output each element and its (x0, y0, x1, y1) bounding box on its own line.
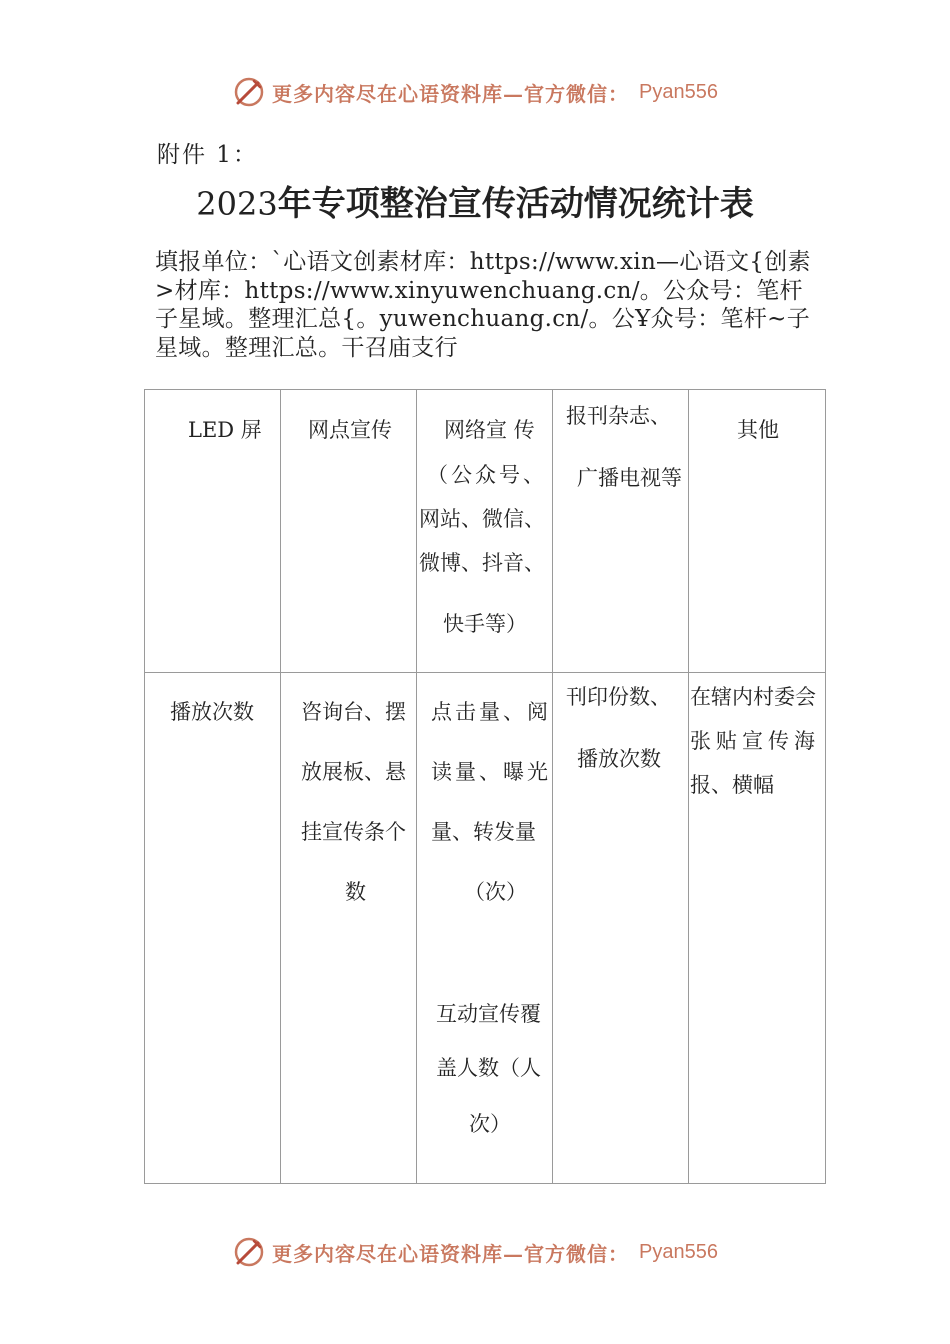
network-value-line: （次） (464, 880, 527, 904)
header-press-line: 广播电视等 (577, 466, 682, 490)
network-value-line: 量、转发量 (431, 820, 536, 844)
network-value-line: 点击量、阅 (431, 700, 551, 724)
network-value-line: 读量、曝光 (431, 760, 551, 784)
header-led-label: LED 屏 (188, 418, 262, 442)
row-cell-other (689, 673, 826, 1184)
header-cell-other (689, 390, 826, 673)
statistics-table (144, 389, 826, 1184)
watermark-text: 更多内容尽在心语资料库—官方微信： (272, 81, 630, 106)
press-value-line: 刊印份数、 (566, 685, 671, 709)
row-cell-label (145, 673, 281, 1184)
header-cell-branch (281, 390, 417, 673)
watermark-id: Pyan556 (639, 1240, 718, 1263)
other-value-line: 在辖内村委会 (690, 685, 816, 709)
header-branch-label: 网点宣传 (308, 418, 392, 442)
header-network-line: 快手等） (443, 612, 527, 636)
title-year: 2023 (196, 185, 278, 223)
header-press-line: 报刊杂志、 (566, 404, 671, 428)
network-value-line: 盖人数（人 (436, 1056, 541, 1080)
table-header-row (145, 390, 826, 673)
other-value-line: 张贴宣传海 (690, 729, 820, 753)
row-cell-press (553, 673, 689, 1184)
watermark-text: 更多内容尽在心语资料库—官方微信： (272, 1241, 630, 1266)
header-other-label: 其他 (737, 418, 779, 442)
header-network-line: （公众号、 (427, 463, 547, 487)
attachment-label: 附件 1： (157, 142, 258, 168)
pen-logo-icon (232, 75, 266, 109)
title-text: 年专项整治宣传活动情况统计表 (277, 184, 754, 224)
branch-value-line: 咨询台、摆 (301, 700, 406, 724)
reporting-unit-text: 填报单位：`心语文创素材库：https://www.xin—心语文{创素>材库：https://www.xinyuwenchuang.cn/。公众号：笔杆子星域。整理汇总{。yuwenchuang.cn/。公Ұ众号：笔杆~子星域。整理汇总。干召庙支行 (155, 249, 811, 361)
table-row (145, 673, 826, 1184)
header-network-line: 网络宣 传 (444, 418, 535, 442)
other-value-line: 报、横幅 (690, 773, 774, 797)
row-cell-network (417, 673, 553, 1184)
header-network-line: 网站、微信、 (419, 507, 545, 531)
branch-value-line: 数 (345, 880, 366, 904)
header-cell-press (553, 390, 689, 673)
pen-logo-icon (232, 1235, 266, 1269)
network-value-line: 次） (469, 1112, 511, 1136)
header-cell-network (417, 390, 553, 673)
branch-value-line: 挂宣传条个 (301, 820, 406, 844)
press-value-line: 播放次数 (577, 747, 661, 771)
network-value-line: 互动宣传覆 (436, 1002, 541, 1026)
row-cell-branch (281, 673, 417, 1184)
watermark-id: Pyan556 (639, 80, 718, 103)
header-cell-led (145, 390, 281, 673)
watermark-bottom (0, 1232, 950, 1272)
branch-value-line: 放展板、悬 (301, 760, 406, 784)
row-label: 播放次数 (170, 700, 254, 724)
page-title (0, 176, 950, 225)
header-network-line: 微博、抖音、 (419, 551, 545, 575)
watermark-top (0, 72, 950, 112)
